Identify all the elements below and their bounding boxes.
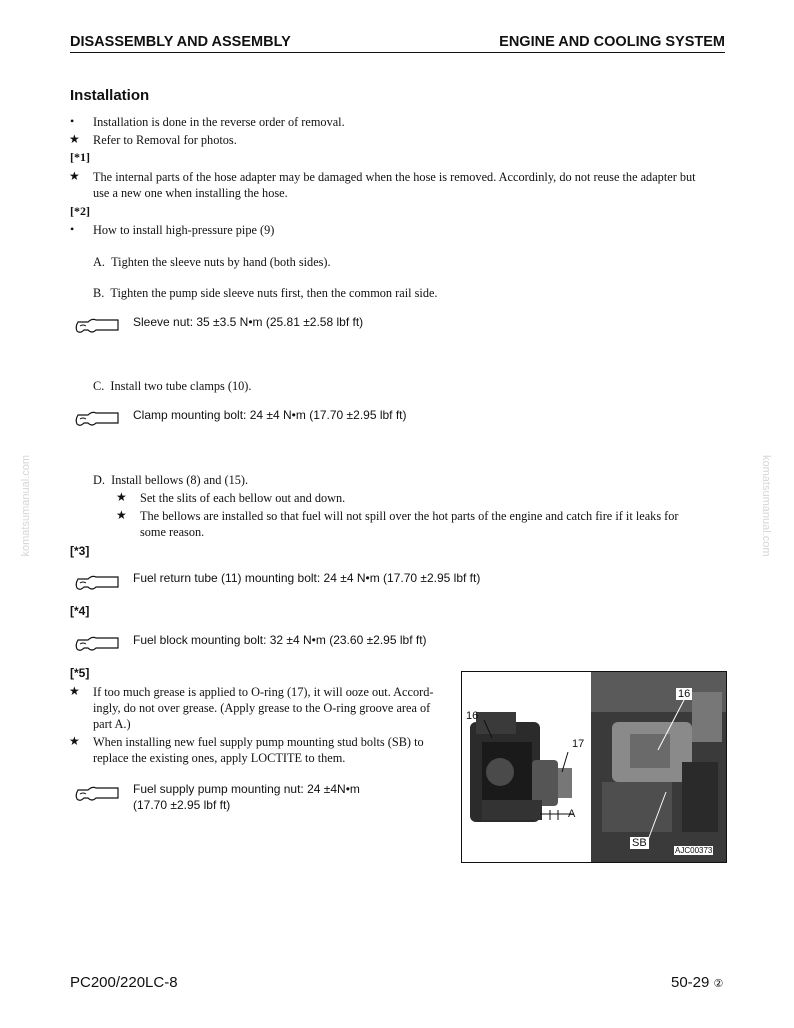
callout-label: A xyxy=(568,808,576,820)
star-icon: ★ xyxy=(69,169,80,183)
star-icon: ★ xyxy=(69,734,80,748)
bullet-icon: • xyxy=(70,222,75,236)
step-tag: [*1] xyxy=(70,150,90,164)
torque-spec: (17.70 ±2.95 lbf ft) xyxy=(133,798,231,812)
torque-spec: Clamp mounting bolt: 24 ±4 N•m (17.70 ±2.95 lbf ft) xyxy=(133,408,407,422)
page-number: 50-29 ② xyxy=(671,974,724,991)
note-text: part A.) xyxy=(93,717,131,731)
star-icon: ★ xyxy=(116,508,127,522)
wrench-icon xyxy=(74,634,122,656)
star-icon: ★ xyxy=(116,490,127,504)
model-number: PC200/220LC-8 xyxy=(70,974,178,991)
step-a: A. Tighten the sleeve nuts by hand (both sides). xyxy=(93,255,331,269)
wrench-icon xyxy=(74,316,122,338)
wrench-icon xyxy=(74,573,122,595)
instruction-text: Installation is done in the reverse order of removal. xyxy=(93,115,345,129)
step-tag: [*2] xyxy=(70,204,90,218)
step-tag: [*4] xyxy=(70,604,90,618)
note-text: ingly, do not over grease. (Apply grease to the O-ring groove area of xyxy=(93,701,431,715)
wrench-icon xyxy=(74,409,122,431)
note-text: replace the existing ones, apply LOCTITE to them. xyxy=(93,751,346,765)
figure-code: AJC00373 xyxy=(675,846,713,855)
watermark: komatsumanual.com xyxy=(20,455,32,557)
pump-photo-illustration xyxy=(462,672,726,862)
step-b: B. Tighten the pump side sleeve nuts first, then the common rail side. xyxy=(93,286,438,300)
system-title: ENGINE AND COOLING SYSTEM xyxy=(499,34,725,50)
step-tag: [*5] xyxy=(70,666,90,680)
note-text: Set the slits of each bellow out and down. xyxy=(140,491,346,505)
step-c: C. Install two tube clamps (10). xyxy=(93,379,252,393)
pump-photo xyxy=(461,671,727,863)
step-d: D. Install bellows (8) and (15). xyxy=(93,473,249,487)
torque-spec: Sleeve nut: 35 ±3.5 N•m (25.81 ±2.58 lbf ft) xyxy=(133,315,364,329)
callout-label: SB xyxy=(632,837,647,849)
note-text: use a new one when installing the hose. xyxy=(93,186,288,200)
note-text: The bellows are installed so that fuel will not spill over the hot parts of the engine and catch fire if it leaks for xyxy=(140,509,679,523)
note-text: If too much grease is applied to O-ring (17), it will ooze out. Accord- xyxy=(93,685,434,699)
section-title: DISASSEMBLY AND ASSEMBLY xyxy=(70,34,291,50)
callout-label: 17 xyxy=(572,738,585,750)
star-icon: ★ xyxy=(69,684,80,698)
watermark: komatsumanual.com xyxy=(760,455,772,557)
torque-spec: Fuel block mounting bolt: 32 ±4 N•m (23.60 ±2.95 lbf ft) xyxy=(133,633,427,647)
page-header xyxy=(70,34,725,53)
callout-label: 16 xyxy=(678,688,691,700)
callout-label: 16 xyxy=(466,710,479,722)
star-icon: ★ xyxy=(69,132,80,146)
instruction-text: How to install high-pressure pipe (9) xyxy=(93,223,275,237)
note-text: When installing new fuel supply pump mounting stud bolts (SB) to xyxy=(93,735,424,749)
note-text: The internal parts of the hose adapter may be damaged when the hose is removed. Accordinly, do not reuse the adapter but xyxy=(93,170,696,184)
torque-spec: Fuel return tube (11) mounting bolt: 24 ±4 N•m (17.70 ±2.95 lbf ft) xyxy=(133,571,481,585)
instruction-text: Refer to Removal for photos. xyxy=(93,133,237,147)
step-tag: [*3] xyxy=(70,544,90,558)
note-text: some reason. xyxy=(140,525,205,539)
wrench-icon xyxy=(74,784,122,806)
torque-spec: Fuel supply pump mounting nut: 24 ±4N•m xyxy=(133,782,360,796)
page-title: Installation xyxy=(70,87,150,104)
bullet-icon: • xyxy=(70,114,75,128)
